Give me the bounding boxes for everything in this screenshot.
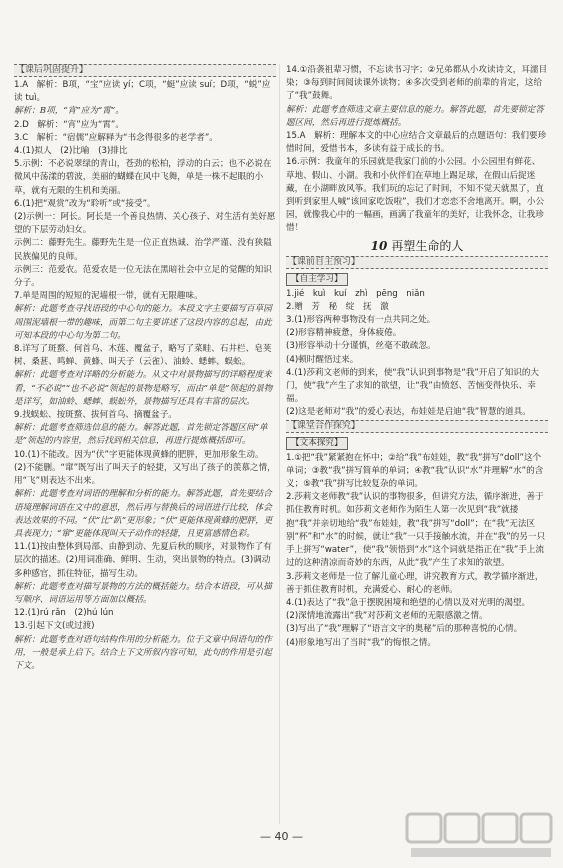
subsection-tag-row bbox=[286, 435, 548, 452]
analysis-text: 解析：此题考查寻找语段的中心句的能力。本段文字主要描写百草园周围泥墙根一带的趣味，而第二句主要讲述了这段内容的总起，由此可知本段的中心句为第二句。 bbox=[14, 304, 272, 341]
analysis-text: 解析：B项，“宵”应为“霄”。 bbox=[14, 106, 124, 117]
answer-line: 8.详写了斑蝥、何首乌、木莲、覆盆子，略写了菜畦、石井栏、皂荚树、桑葚、鸣蝉、黄蜂、叫天子（云雀）、油蛉、蟋蟀、蜈蚣。 bbox=[14, 344, 272, 368]
section-heading: 【课堂合作探究】 bbox=[286, 420, 548, 433]
section-heading: 【课后巩固提升】 bbox=[14, 64, 276, 77]
answer-line: 4.(1)拟人 (2)比喻 (3)排比 bbox=[14, 146, 128, 157]
analysis-text: 解析：此题考查对详略的分析能力。从文中对景物描写的详略程度来看，“不必说”“也不必说”领起的景物是略写，而由“单是”领起的景物是详写，如油蛉、蟋蟀、蜈蚣外，景物描写还具有丰富的层次。 bbox=[14, 370, 273, 407]
answer-line: (2)这是老师对“我”的爱心表达，布娃娃是启迪“我”智慧的道具。 bbox=[286, 407, 531, 418]
answer-line: 4.(1)表达了“我”急于摆脱困境和绝望的心情以及对光明的渴望。 bbox=[286, 597, 531, 608]
answer-line: 12.(1)rú rǎn (2)hú lún bbox=[14, 608, 114, 619]
answer-line: 6.(1)把“观赏”改为“聆听”或“接受”。 bbox=[14, 198, 156, 209]
subsection-tag: 【自主学习】 bbox=[286, 273, 348, 286]
subsection-tag: 【文本探究】 bbox=[286, 437, 348, 450]
page-number: — 40 — bbox=[260, 830, 303, 843]
answer-line: (3)写出了“我”理解了“语言文字的奥秘”后的那种喜悦的心情。 bbox=[286, 624, 523, 635]
answer-line: 1.①把“我”紧紧抱在怀中；②给“我”布娃娃，教“我”拼写“doll”这个单词；③教“我”拼写简单的单词；④教“我”认识“水”并理解“水”的含义；⑤教“我”拼写比较复杂的单词。 bbox=[286, 452, 544, 490]
answer-line: (2)深情地流露出“我”对莎莉文老师的无限感激之情。 bbox=[286, 611, 488, 622]
answer-line: 7.单是周围的短短的泥墙根一带，就有无限趣味。 bbox=[14, 291, 203, 302]
page-number-value: 40 bbox=[274, 830, 289, 843]
analysis-text: 解析：此题考查筛选文章主要信息的能力。解答此题，首先要锁定答题区间，然后再进行提炼概括。 bbox=[286, 104, 544, 128]
answer-line: 16.示例：我童年的乐园就是我家门前的小公园。小公园里有鲜花、草地、假山、小湖。我和小伙伴们在草地上踢足球，在假山后捉迷藏，在小湖畔放风筝。我们玩的忘记了时间，不知不觉天就黑了，直到听到家里人喊“该回家吃饭啦”，我们才恋恋不舍地离开。啊，小公园，就像我心中的一幅画，画满了我童年的美好，让我怀念，让我珍惜！ bbox=[286, 157, 545, 234]
answer-line: 3.(1)形容两种事物没有一点共同之处。 bbox=[286, 315, 436, 326]
analysis-text: 解析：此题考查对词语的理解和分析的能力。解答此题，首先要结合语境理解词语在文中的意思，然后再与替换后的词语进行比较，体会表达效果的不同。“伏”比“趴”更形象；“伏”更能体现黄蜂的肥胖，更具表现力；“窜”更能体现叫天子动作的轻捷，且更富感情色彩。 bbox=[14, 489, 273, 539]
analysis-text: 解析：此题考查对描写景物的方法的概括能力。结合本语段，可从描写顺序、词语运用等方面加以概括。 bbox=[14, 581, 272, 605]
right-column bbox=[286, 64, 548, 650]
answer-line: 4.(1)莎莉文老师的到来，使“我”认识到事物是“我”开启了知识的大门，使“我”产生了求知的欲望，让“我”由愤怒、苦恼变得快乐、幸福。 bbox=[286, 367, 540, 405]
answer-line: 2.莎莉文老师教“我”认识的事物很多，但讲究方法，循序渐进，善于抓住教育时机。如莎莉文老师作为陌生人第一次见到“我”就搂抱“我”并亲切地给“我”布娃娃，教“我”拼写“doll”；在“我”无法区别“杯”和“水”的时候，就让“我”一只手接触水流，并在“我”的另一只手上拼写“water”，使“我”领悟到“水”这个词就是指正在“我”手上流过的这种清凉而奇妙的东西，从此“我”产生了求知的欲望。 bbox=[286, 492, 546, 569]
subsection-tag-row bbox=[286, 271, 548, 288]
answer-line: (2)形容精神疲惫，身体疲倦。 bbox=[286, 328, 402, 339]
answer-line: 1.A 解析：B项，“宝”应读 yí；C项，“蜓”应读 suí；D项，“蜕”应读 tuì。 bbox=[14, 80, 271, 104]
answer-line: 2.赠 芳 秘 绽 抚 激 bbox=[286, 301, 389, 312]
answer-line: 11.(1)按由整体到局部、由静到动、先夏后秋的顺序，对景物作了有层次的描述。(2)用词准确、鲜明、生动，突出景物的特点。(3)调动多种感官，抓住特征，描写生动。 bbox=[14, 542, 272, 579]
answer-line: 2.D 解析：“宵”应为“霄”。 bbox=[14, 119, 124, 130]
answer-line: 10.(1)不能改。因为“伏”字更能体现黄蜂的肥胖，更加形象生动。 bbox=[14, 449, 264, 460]
left-column bbox=[14, 64, 276, 673]
analysis-text: 解析：此题考查筛选信息的能力。解答此题，首先锁定答题区间“单是”领起的内容里，然后找到相关信息，再进行提炼概括即可。 bbox=[14, 423, 268, 447]
lesson-number: 10 bbox=[370, 238, 388, 253]
answer-line: 3.莎莉文老师是一位了解儿童心理，讲究教育方式，教学循序渐进，善于抓住教育时机，充满爱心、耐心的老师。 bbox=[286, 571, 544, 595]
column-divider bbox=[279, 64, 280, 824]
answer-line: 3.C 解析：“宿儒”应解释为“书念得很多的老学者”。 bbox=[14, 132, 218, 143]
answer-line: 14.①沿袭祖辈习惯，不忘读书习字；②兄弟都从小攻读诗文，耳濡目染；③每到时间阅读课外读物；④多次受到老师的前辈的肯定，这给了“我”鼓舞。 bbox=[286, 65, 548, 102]
answer-line: 示例二：藤野先生。藤野先生是一位正直热诚、治学严谨、没有狭隘民族偏见的良师。 bbox=[14, 238, 272, 262]
lesson-title bbox=[286, 238, 548, 254]
analysis-text: 解析：此题考查对语句结构作用的分析能力。位于文章中间语句的作用，一般是承上启下。结合上下文所叙内容可知，此句的作用是引起下文。 bbox=[14, 634, 272, 671]
section-heading: 【课前自主预习】 bbox=[286, 256, 548, 269]
watermark-logo bbox=[405, 808, 555, 860]
answer-line: 15.A 解析：理解本文的中心应结合文章最后的点题语句：我们要珍惜时间，爱惜书本，多读有益于成长的书。 bbox=[286, 131, 547, 155]
answer-line: 5.示例：不必说翠绿的青山，苍劲的松柏，浮动的白云；也不必说在微风中荡漾的碧波，美丽的蝴蝶在风中飞舞，单是一株不起眼的小草，就有无限的生机和美丽。 bbox=[14, 159, 272, 196]
answer-line: 13.引起下文(或过渡) bbox=[14, 621, 95, 632]
answer-line: (2)示例一：阿长。阿长是一个善良热情、关心孩子、对生活有美好愿望的下层劳动妇女。 bbox=[14, 212, 276, 236]
answer-line: (2)不能删。“窜”既写出了叫天子的轻捷，又写出了孩子的羡慕之情，用“飞”则表达不出来。 bbox=[14, 462, 276, 487]
lesson-title-text: 再塑生命的人 bbox=[391, 238, 464, 253]
answer-line: (3)形容举动十分谨慎，丝毫不敢疏忽。 bbox=[286, 341, 436, 352]
answer-line: (4)形象地写出了当时“我”的悔恨之情。 bbox=[286, 637, 436, 648]
answer-line: 9.找蜈蚣、按斑蝥、拔何首乌、摘覆盆子。 bbox=[14, 410, 177, 421]
answer-line: 1.jié kuì kuí zhì pēng niǎn bbox=[286, 288, 425, 299]
answer-line: (4)顿时醒悟过来。 bbox=[286, 354, 359, 365]
answer-line: 示例三：范爱农。范爱农是一位无法在黑暗社会中立足的觉醒的知识分子。 bbox=[14, 264, 272, 289]
